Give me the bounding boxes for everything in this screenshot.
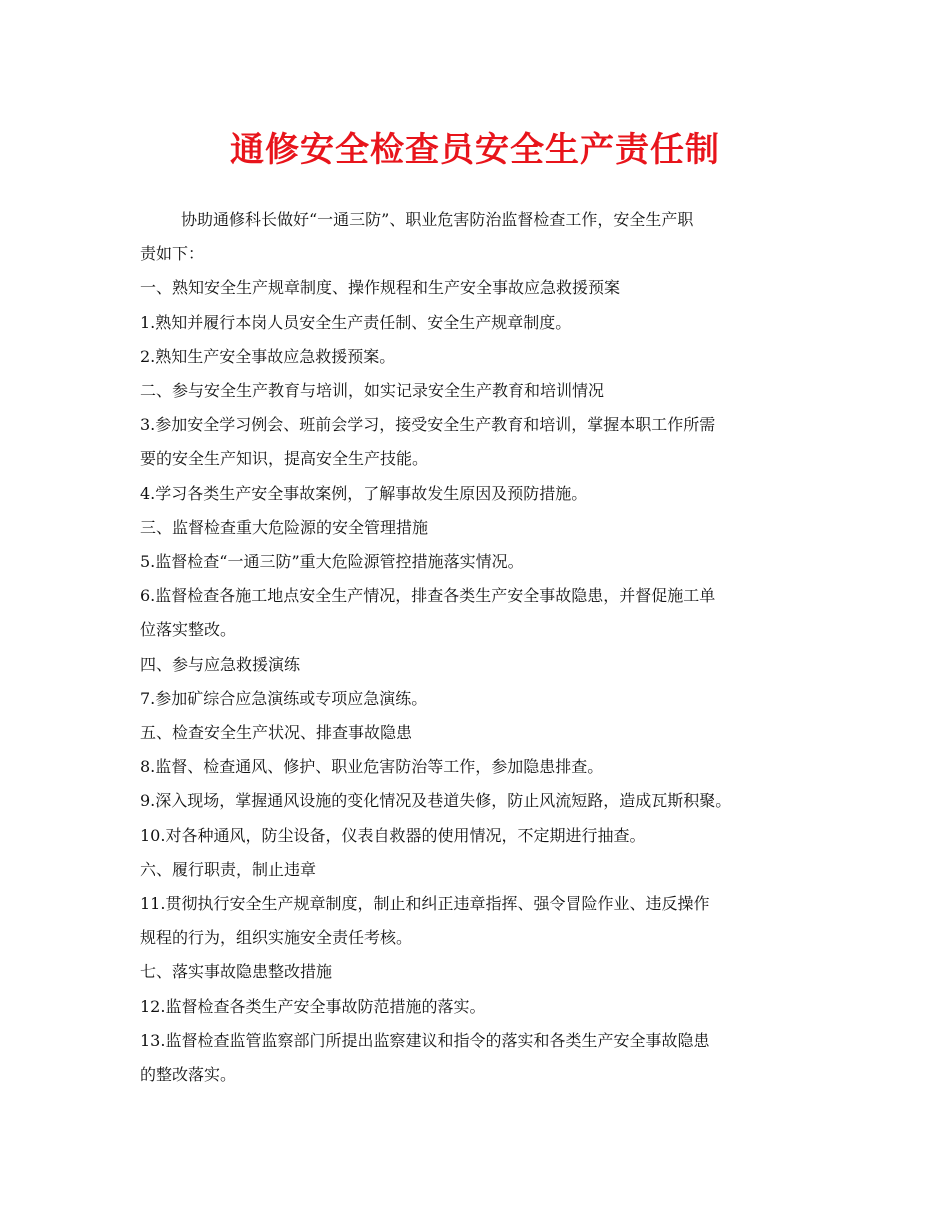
section-heading-2: 二、参与安全生产教育与培训，如实记录安全生产教育和培训情况 xyxy=(140,381,605,401)
section-heading-4: 四、参与应急救援演练 xyxy=(140,654,301,674)
item-3: 3.参加安全学习例会、班前会学习，接受安全生产教育和培训，掌握本职工作所需 xyxy=(140,415,716,435)
intro-line-continued: 责如下： xyxy=(140,244,205,264)
item-11-continued: 规程的行为，组织实施安全责任考核。 xyxy=(140,928,413,948)
item-4: 4.学习各类生产安全事故案例，了解事故发生原因及预防措施。 xyxy=(140,483,588,503)
item-8: 8.监督、检查通风、修护、职业危害防治等工作，参加隐患排查。 xyxy=(140,757,604,777)
item-9: 9.深入现场，掌握通风设施的变化情况及巷道失修，防止风流短路，造成瓦斯积聚。 xyxy=(140,791,732,811)
section-heading-1: 一、熟知安全生产规章制度、操作规程和生产安全事故应急救援预案 xyxy=(140,278,621,298)
section-heading-3: 三、监督检查重大危险源的安全管理措施 xyxy=(140,517,429,537)
item-5: 5.监督检查“一通三防”重大危险源管控措施落实情况。 xyxy=(140,552,524,572)
item-3-continued: 要的安全生产知识，提高安全生产技能。 xyxy=(140,449,429,469)
section-heading-6: 六、履行职责，制止违章 xyxy=(140,859,317,879)
section-heading-7: 七、落实事故隐患整改措施 xyxy=(140,962,333,982)
item-13: 13.监督检查监管监察部门所提出监察建议和指令的落实和各类生产安全事故隐患 xyxy=(140,1030,710,1050)
item-6: 6.监督检查各施工地点安全生产情况，排查各类生产安全事故隐患，并督促施工单 xyxy=(140,586,716,606)
item-2: 2.熟知生产安全事故应急救援预案。 xyxy=(140,346,396,366)
intro-line: 协助通修科长做好“一通三防”、职业危害防治监督检查工作，安全生产职 xyxy=(181,210,694,229)
document-title: 通修安全检查员安全生产责任制 xyxy=(230,130,720,170)
item-7: 7.参加矿综合应急演练或专项应急演练。 xyxy=(140,688,428,708)
section-heading-5: 五、检查安全生产状况、排查事故隐患 xyxy=(140,723,413,743)
item-6-continued: 位落实整改。 xyxy=(140,620,237,640)
item-1: 1.熟知并履行本岗人员安全生产责任制、安全生产规章制度。 xyxy=(140,312,572,332)
item-13-continued: 的整改落实。 xyxy=(140,1065,237,1085)
item-12: 12.监督检查各类生产安全事故防范措施的落实。 xyxy=(140,996,486,1016)
item-11: 11.贯彻执行安全生产规章制度，制止和纠正违章指挥、强令冒险作业、违反操作 xyxy=(140,894,710,914)
document-body xyxy=(140,203,820,1092)
item-10: 10.对各种通风，防尘设备，仪表自救器的使用情况，不定期进行抽查。 xyxy=(140,825,646,845)
